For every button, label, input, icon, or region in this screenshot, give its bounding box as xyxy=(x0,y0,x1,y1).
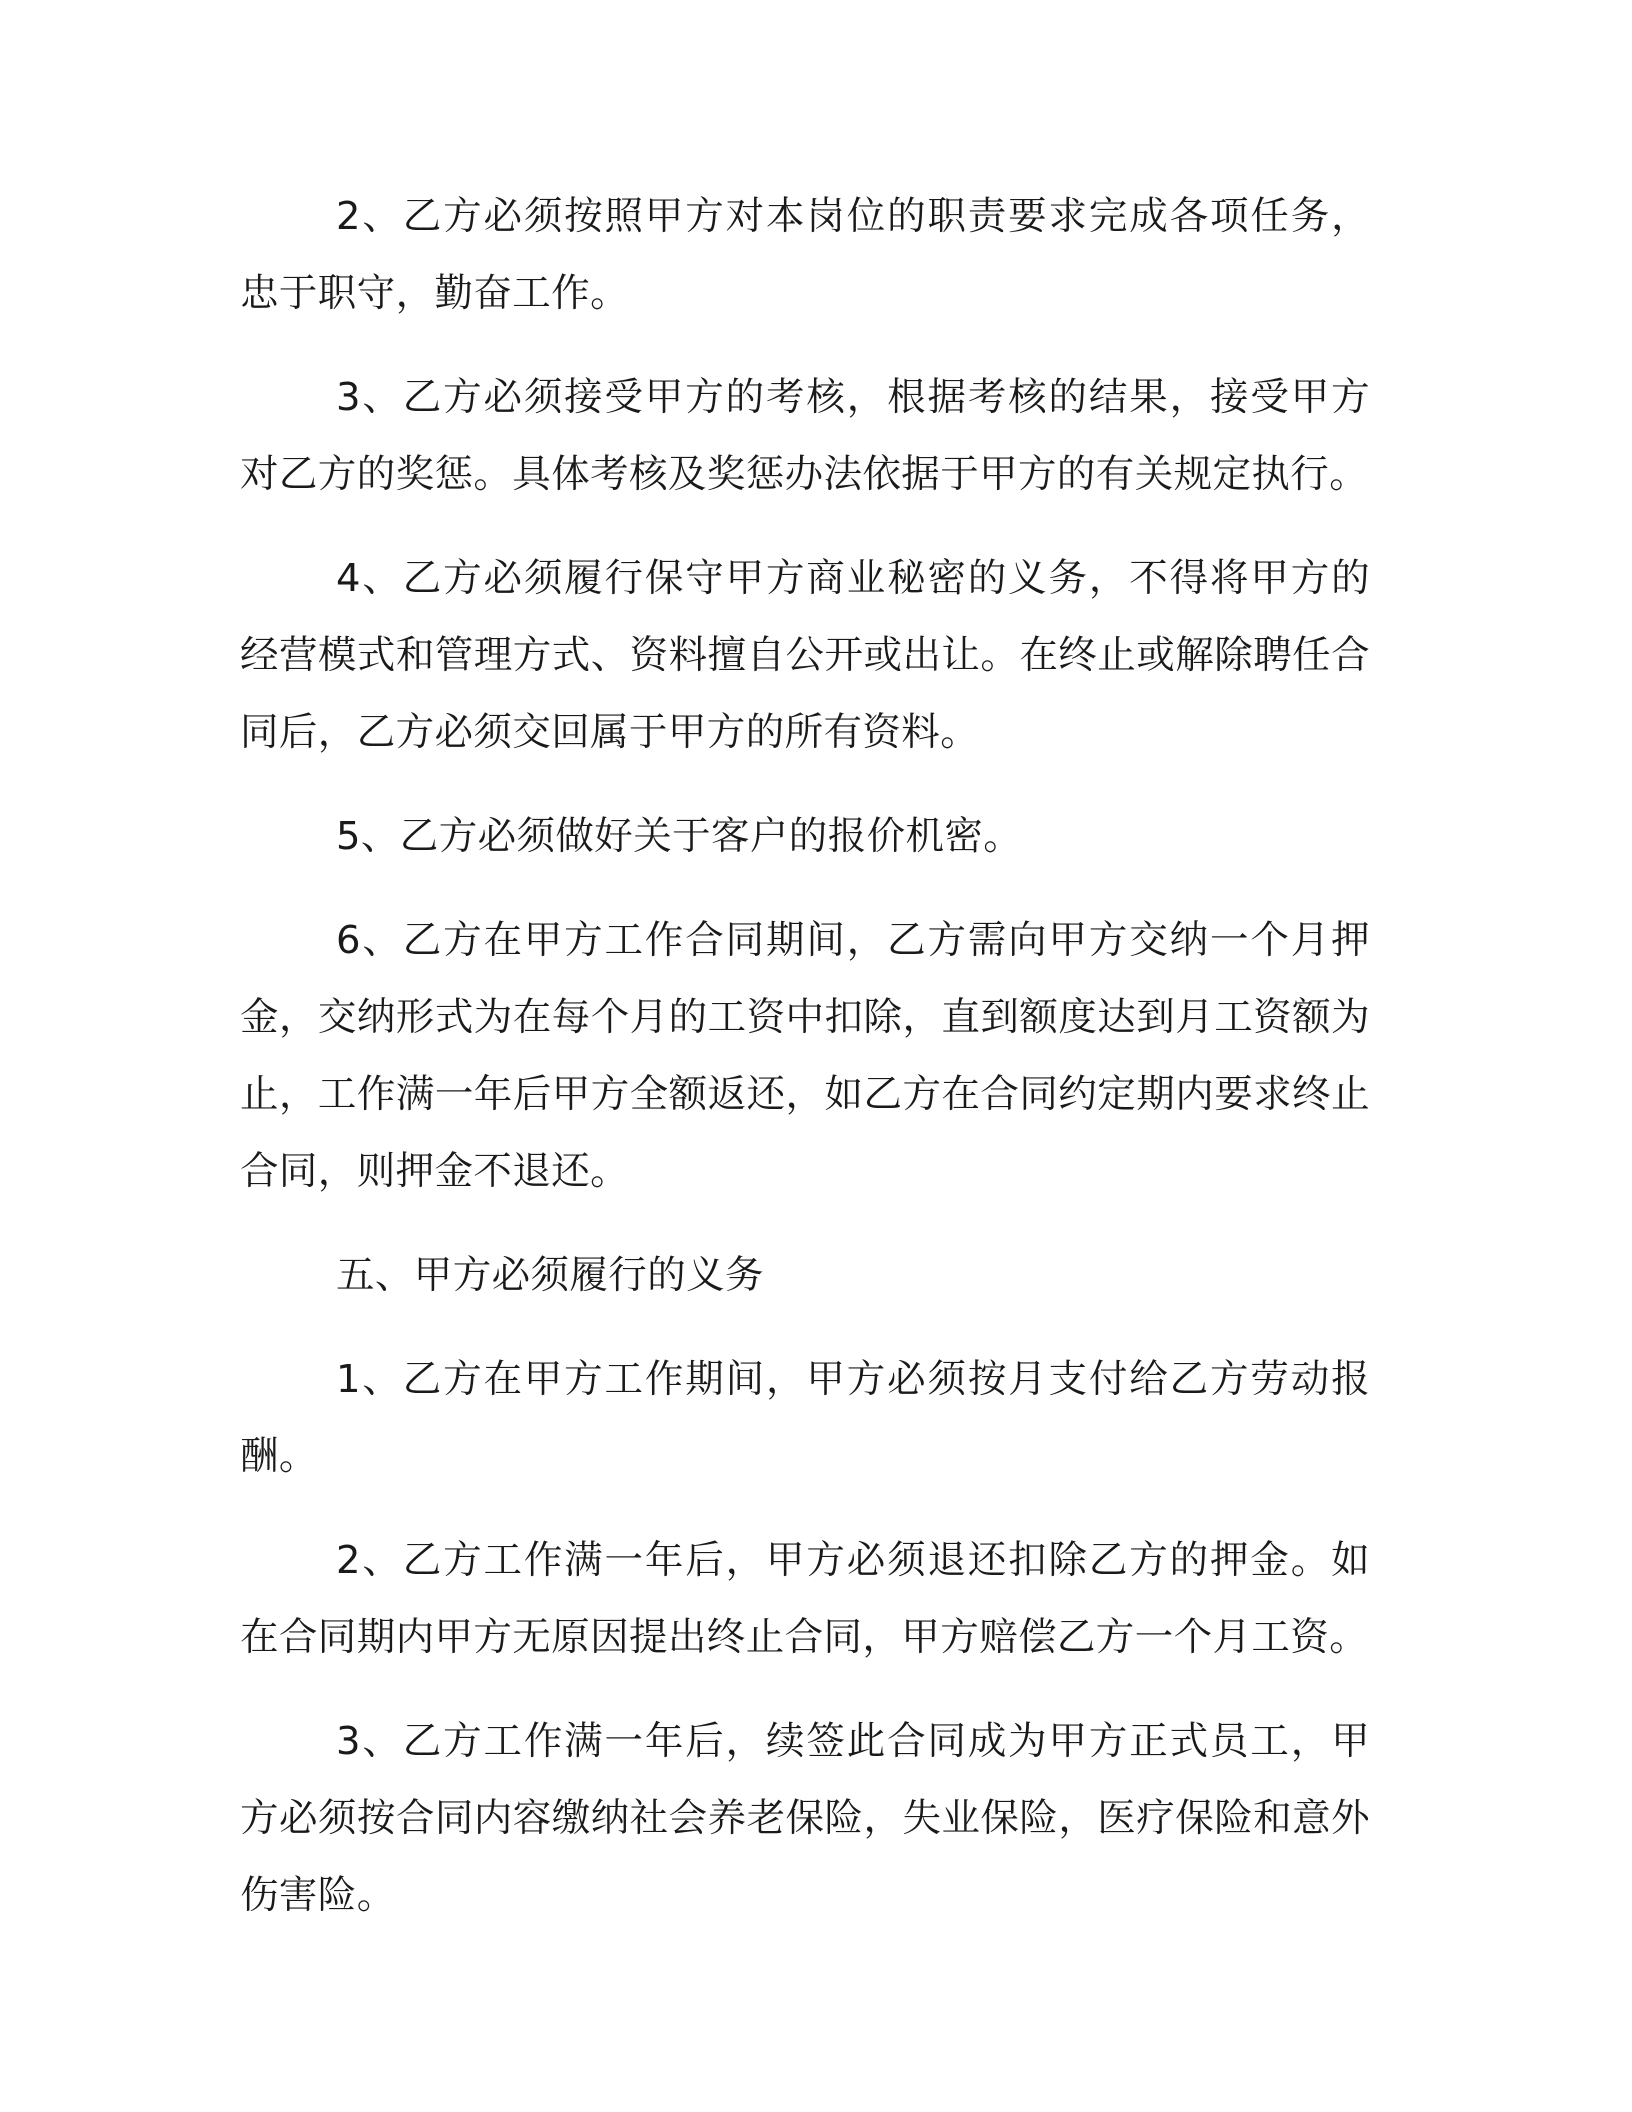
document-body xyxy=(240,178,1370,1961)
section-heading: 五、甲方必须履行的义务 xyxy=(336,1253,764,1298)
clause-paragraph: 5、乙方必须做好关于客户的报价机密。 xyxy=(336,814,1023,859)
clause-paragraph: 3、乙方工作满一年后，续签此合同成为甲方正式员工，甲方必须按合同内容缴纳社会养老保险，失业保险，医疗保险和意外伤害险。 xyxy=(240,1719,1370,1918)
clause-paragraph: 2、乙方必须按照甲方对本岗位的职责要求完成各项任务，忠于职守，勤奋工作。 xyxy=(240,194,1370,316)
clause-paragraph: 2、乙方工作满一年后，甲方必须退还扣除乙方的押金。如在合同期内甲方无原因提出终止合同，甲方赔偿乙方一个月工资。 xyxy=(240,1538,1370,1660)
clause-paragraph: 4、乙方必须履行保守甲方商业秘密的义务，不得将甲方的经营模式和管理方式、资料擅自公开或出让。在终止或解除聘任合同后，乙方必须交回属于甲方的所有资料。 xyxy=(240,556,1370,755)
clause-paragraph: 1、乙方在甲方工作期间，甲方必须按月支付给乙方劳动报酬。 xyxy=(240,1357,1370,1479)
clause-paragraph: 3、乙方必须接受甲方的考核，根据考核的结果，接受甲方对乙方的奖惩。具体考核及奖惩办法依据于甲方的有关规定执行。 xyxy=(240,375,1370,497)
clause-paragraph: 6、乙方在甲方工作合同期间，乙方需向甲方交纳一个月押金，交纳形式为在每个月的工资中扣除，直到额度达到月工资额为止，工作满一年后甲方全额返还，如乙方在合同约定期内要求终止合同，则押金不退还。 xyxy=(240,918,1370,1194)
